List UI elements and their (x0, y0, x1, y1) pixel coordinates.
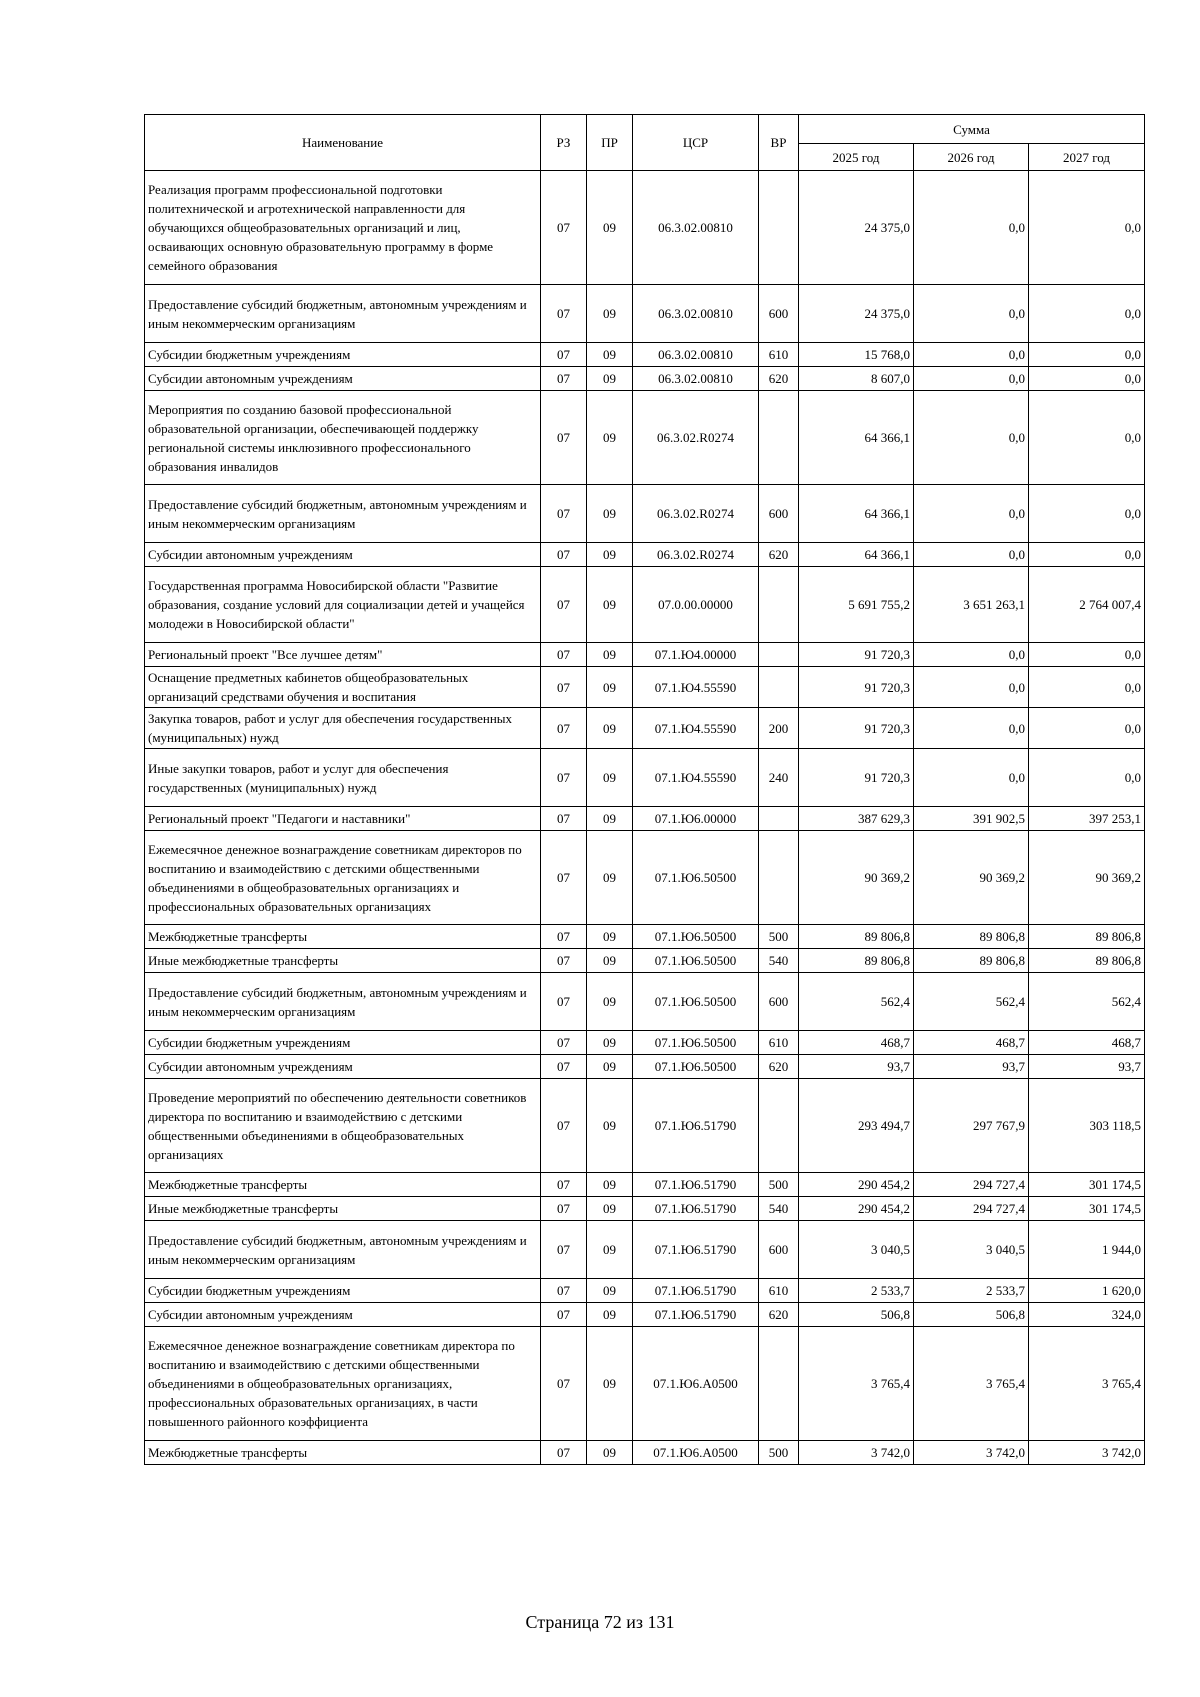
header-rz: РЗ (541, 115, 587, 171)
table-row (145, 643, 1145, 667)
row-sum-2026: 0,0 (914, 708, 1029, 749)
table-row (145, 1197, 1145, 1221)
row-sum-2027: 2 764 007,4 (1029, 567, 1145, 643)
row-sum-2025: 3 040,5 (799, 1221, 914, 1279)
header-pr: ПР (587, 115, 633, 171)
row-vr: 540 (759, 1197, 799, 1221)
row-sum-2025: 290 454,2 (799, 1173, 914, 1197)
row-sum-2026: 0,0 (914, 667, 1029, 708)
row-pr: 09 (587, 485, 633, 543)
table-row (145, 171, 1145, 285)
row-rz: 07 (541, 1031, 587, 1055)
table-row (145, 285, 1145, 343)
table-row (145, 749, 1145, 807)
row-csr: 06.3.02.R0274 (633, 543, 759, 567)
row-sum-2026: 93,7 (914, 1055, 1029, 1079)
row-vr: 240 (759, 749, 799, 807)
row-name: Предоставление субсидий бюджетным, автономным учреждениям и иным некоммерческим организациям (145, 973, 541, 1031)
row-sum-2027: 3 765,4 (1029, 1327, 1145, 1441)
row-sum-2026: 3 742,0 (914, 1441, 1029, 1465)
row-rz: 07 (541, 1055, 587, 1079)
row-pr: 09 (587, 343, 633, 367)
table-row (145, 543, 1145, 567)
row-sum-2026: 294 727,4 (914, 1173, 1029, 1197)
table-row (145, 1279, 1145, 1303)
row-pr: 09 (587, 949, 633, 973)
row-rz: 07 (541, 567, 587, 643)
row-rz: 07 (541, 171, 587, 285)
row-sum-2026: 506,8 (914, 1303, 1029, 1327)
row-sum-2026: 0,0 (914, 643, 1029, 667)
row-sum-2027: 0,0 (1029, 543, 1145, 567)
row-sum-2025: 293 494,7 (799, 1079, 914, 1173)
row-csr: 07.1.Ю6.51790 (633, 1279, 759, 1303)
header-year-2026: 2026 год (914, 144, 1029, 171)
row-csr: 07.1.Ю4.00000 (633, 643, 759, 667)
row-sum-2027: 89 806,8 (1029, 925, 1145, 949)
row-vr: 600 (759, 485, 799, 543)
row-pr: 09 (587, 1441, 633, 1465)
row-name: Субсидии бюджетным учреждениям (145, 1279, 541, 1303)
row-sum-2026: 0,0 (914, 285, 1029, 343)
row-sum-2025: 290 454,2 (799, 1197, 914, 1221)
row-pr: 09 (587, 1279, 633, 1303)
row-pr: 09 (587, 831, 633, 925)
row-csr: 06.3.02.00810 (633, 343, 759, 367)
row-name: Ежемесячное денежное вознаграждение советникам директора по воспитанию и взаимодействию с детскими общественными объединениями в общеобразовательных организациях, профессиональных образовательных организациях, в части повышенного районного коэффициента (145, 1327, 541, 1441)
row-sum-2027: 0,0 (1029, 708, 1145, 749)
header-name: Наименование (145, 115, 541, 171)
row-sum-2026: 0,0 (914, 367, 1029, 391)
row-rz: 07 (541, 343, 587, 367)
row-csr: 07.1.Ю6.50500 (633, 925, 759, 949)
row-name: Субсидии бюджетным учреждениям (145, 1031, 541, 1055)
row-sum-2025: 24 375,0 (799, 171, 914, 285)
row-pr: 09 (587, 391, 633, 485)
row-sum-2027: 0,0 (1029, 343, 1145, 367)
row-pr: 09 (587, 1327, 633, 1441)
row-csr: 07.1.Ю6.00000 (633, 807, 759, 831)
row-pr: 09 (587, 1173, 633, 1197)
row-sum-2025: 89 806,8 (799, 925, 914, 949)
table-row (145, 367, 1145, 391)
row-sum-2027: 1 944,0 (1029, 1221, 1145, 1279)
row-csr: 07.1.Ю6.51790 (633, 1173, 759, 1197)
row-sum-2025: 2 533,7 (799, 1279, 914, 1303)
row-vr (759, 1327, 799, 1441)
row-vr (759, 831, 799, 925)
row-rz: 07 (541, 1197, 587, 1221)
row-sum-2025: 64 366,1 (799, 391, 914, 485)
row-csr: 07.1.Ю6.50500 (633, 973, 759, 1031)
row-name: Предоставление субсидий бюджетным, автономным учреждениям и иным некоммерческим организациям (145, 485, 541, 543)
row-sum-2025: 3 765,4 (799, 1327, 914, 1441)
row-rz: 07 (541, 1173, 587, 1197)
table-row (145, 1221, 1145, 1279)
row-sum-2027: 0,0 (1029, 643, 1145, 667)
row-rz: 07 (541, 708, 587, 749)
row-vr: 610 (759, 343, 799, 367)
row-rz: 07 (541, 485, 587, 543)
row-vr: 500 (759, 925, 799, 949)
row-sum-2025: 89 806,8 (799, 949, 914, 973)
row-name: Предоставление субсидий бюджетным, автономным учреждениям и иным некоммерческим организациям (145, 285, 541, 343)
table-row (145, 1327, 1145, 1441)
row-vr (759, 391, 799, 485)
table-row (145, 567, 1145, 643)
row-csr: 06.3.02.00810 (633, 285, 759, 343)
row-vr (759, 807, 799, 831)
budget-sheet (144, 114, 1144, 1465)
row-vr (759, 667, 799, 708)
row-rz: 07 (541, 1441, 587, 1465)
row-sum-2026: 391 902,5 (914, 807, 1029, 831)
table-row (145, 807, 1145, 831)
table-row (145, 485, 1145, 543)
row-name: Иные межбюджетные трансферты (145, 1197, 541, 1221)
row-name: Межбюджетные трансферты (145, 1441, 541, 1465)
row-csr: 06.3.02.R0274 (633, 391, 759, 485)
row-pr: 09 (587, 543, 633, 567)
row-name: Иные закупки товаров, работ и услуг для обеспечения государственных (муниципальных) нужд (145, 749, 541, 807)
row-sum-2027: 324,0 (1029, 1303, 1145, 1327)
row-csr: 07.1.Ю6.51790 (633, 1079, 759, 1173)
table-row (145, 1441, 1145, 1465)
row-sum-2026: 89 806,8 (914, 925, 1029, 949)
row-sum-2027: 0,0 (1029, 391, 1145, 485)
row-sum-2025: 90 369,2 (799, 831, 914, 925)
table-header-row (145, 115, 1145, 144)
row-sum-2026: 3 040,5 (914, 1221, 1029, 1279)
row-vr (759, 567, 799, 643)
row-vr: 600 (759, 1221, 799, 1279)
row-csr: 07.1.Ю4.55590 (633, 708, 759, 749)
row-sum-2025: 468,7 (799, 1031, 914, 1055)
row-rz: 07 (541, 749, 587, 807)
row-pr: 09 (587, 1221, 633, 1279)
row-pr: 09 (587, 667, 633, 708)
row-sum-2027: 0,0 (1029, 171, 1145, 285)
row-sum-2026: 294 727,4 (914, 1197, 1029, 1221)
row-pr: 09 (587, 807, 633, 831)
table-row (145, 973, 1145, 1031)
row-name: Закупка товаров, работ и услуг для обеспечения государственных (муниципальных) нужд (145, 708, 541, 749)
row-vr: 600 (759, 973, 799, 1031)
row-sum-2027: 562,4 (1029, 973, 1145, 1031)
row-vr: 610 (759, 1031, 799, 1055)
table-row (145, 708, 1145, 749)
row-rz: 07 (541, 973, 587, 1031)
row-rz: 07 (541, 925, 587, 949)
row-sum-2025: 3 742,0 (799, 1441, 914, 1465)
row-sum-2026: 562,4 (914, 973, 1029, 1031)
row-rz: 07 (541, 807, 587, 831)
row-pr: 09 (587, 367, 633, 391)
row-sum-2026: 3 765,4 (914, 1327, 1029, 1441)
row-sum-2027: 89 806,8 (1029, 949, 1145, 973)
row-name: Реализация программ профессиональной подготовки политехнической и агротехнической направленности для обучающихся общеобразовательных организаций и лиц, осваивающих основную образовательную программу в форме семейного образования (145, 171, 541, 285)
row-rz: 07 (541, 667, 587, 708)
row-csr: 07.0.00.00000 (633, 567, 759, 643)
row-rz: 07 (541, 1221, 587, 1279)
row-sum-2027: 93,7 (1029, 1055, 1145, 1079)
row-sum-2026: 297 767,9 (914, 1079, 1029, 1173)
row-sum-2025: 91 720,3 (799, 667, 914, 708)
row-sum-2025: 64 366,1 (799, 485, 914, 543)
row-pr: 09 (587, 973, 633, 1031)
row-name: Ежемесячное денежное вознаграждение советникам директоров по воспитанию и взаимодействию с детскими общественными объединениями в общеобразовательных организациях и профессиональных образовательных организациях (145, 831, 541, 925)
row-vr: 200 (759, 708, 799, 749)
row-rz: 07 (541, 1303, 587, 1327)
row-sum-2025: 91 720,3 (799, 749, 914, 807)
page-number: Страница 72 из 131 (525, 1612, 675, 1632)
row-pr: 09 (587, 643, 633, 667)
row-sum-2025: 91 720,3 (799, 708, 914, 749)
row-rz: 07 (541, 643, 587, 667)
row-csr: 07.1.Ю6.50500 (633, 831, 759, 925)
table-row (145, 925, 1145, 949)
row-csr: 07.1.Ю4.55590 (633, 667, 759, 708)
row-name: Иные межбюджетные трансферты (145, 949, 541, 973)
row-vr: 610 (759, 1279, 799, 1303)
row-pr: 09 (587, 925, 633, 949)
row-sum-2027: 303 118,5 (1029, 1079, 1145, 1173)
row-name: Субсидии автономным учреждениям (145, 367, 541, 391)
row-sum-2026: 90 369,2 (914, 831, 1029, 925)
row-sum-2027: 301 174,5 (1029, 1197, 1145, 1221)
row-pr: 09 (587, 749, 633, 807)
row-name: Межбюджетные трансферты (145, 925, 541, 949)
row-vr (759, 171, 799, 285)
header-vr: ВР (759, 115, 799, 171)
row-name: Субсидии автономным учреждениям (145, 1303, 541, 1327)
row-sum-2027: 90 369,2 (1029, 831, 1145, 925)
row-csr: 07.1.Ю6.50500 (633, 1031, 759, 1055)
row-rz: 07 (541, 367, 587, 391)
row-pr: 09 (587, 1055, 633, 1079)
row-sum-2027: 0,0 (1029, 367, 1145, 391)
row-csr: 07.1.Ю6.А0500 (633, 1441, 759, 1465)
table-row (145, 667, 1145, 708)
row-rz: 07 (541, 285, 587, 343)
table-row (145, 1031, 1145, 1055)
row-rz: 07 (541, 1327, 587, 1441)
row-vr: 540 (759, 949, 799, 973)
row-sum-2025: 387 629,3 (799, 807, 914, 831)
table-row (145, 831, 1145, 925)
row-vr (759, 643, 799, 667)
row-name: Региональный проект "Все лучшее детям" (145, 643, 541, 667)
table-row (145, 1303, 1145, 1327)
row-sum-2025: 5 691 755,2 (799, 567, 914, 643)
row-name: Мероприятия по созданию базовой профессиональной образовательной организации, обеспечивающей поддержку региональной системы инклюзивного профессионального образования инвалидов (145, 391, 541, 485)
row-pr: 09 (587, 1303, 633, 1327)
row-csr: 07.1.Ю6.51790 (633, 1197, 759, 1221)
row-sum-2027: 301 174,5 (1029, 1173, 1145, 1197)
row-sum-2026: 0,0 (914, 749, 1029, 807)
row-sum-2026: 0,0 (914, 391, 1029, 485)
row-csr: 07.1.Ю6.50500 (633, 1055, 759, 1079)
header-sum: Сумма (799, 115, 1145, 144)
row-name: Проведение мероприятий по обеспечению деятельности советников директора по воспитанию и взаимодействию с детскими общественными объединениями в общеобразовательных организациях (145, 1079, 541, 1173)
row-sum-2027: 0,0 (1029, 485, 1145, 543)
row-vr: 620 (759, 543, 799, 567)
header-year-2025: 2025 год (799, 144, 914, 171)
row-name: Государственная программа Новосибирской области "Развитие образования, создание условий для социализации детей и учащейся молодежи в Новосибирской области" (145, 567, 541, 643)
row-pr: 09 (587, 1197, 633, 1221)
row-sum-2025: 64 366,1 (799, 543, 914, 567)
row-vr (759, 1079, 799, 1173)
row-sum-2025: 91 720,3 (799, 643, 914, 667)
row-vr: 500 (759, 1173, 799, 1197)
table-row (145, 1079, 1145, 1173)
row-csr: 06.3.02.00810 (633, 367, 759, 391)
row-sum-2027: 468,7 (1029, 1031, 1145, 1055)
row-sum-2027: 397 253,1 (1029, 807, 1145, 831)
row-name: Региональный проект "Педагоги и наставники" (145, 807, 541, 831)
row-vr: 620 (759, 367, 799, 391)
row-pr: 09 (587, 171, 633, 285)
row-sum-2025: 506,8 (799, 1303, 914, 1327)
table-row (145, 391, 1145, 485)
row-name: Субсидии автономным учреждениям (145, 543, 541, 567)
row-sum-2027: 0,0 (1029, 749, 1145, 807)
row-name: Оснащение предметных кабинетов общеобразовательных организаций средствами обучения и воспитания (145, 667, 541, 708)
table-row (145, 1055, 1145, 1079)
row-sum-2026: 0,0 (914, 543, 1029, 567)
row-vr: 500 (759, 1441, 799, 1465)
header-csr: ЦСР (633, 115, 759, 171)
table-row (145, 949, 1145, 973)
row-pr: 09 (587, 1031, 633, 1055)
table-body (145, 171, 1145, 1465)
row-sum-2026: 0,0 (914, 171, 1029, 285)
row-csr: 07.1.Ю4.55590 (633, 749, 759, 807)
row-vr: 600 (759, 285, 799, 343)
row-sum-2025: 562,4 (799, 973, 914, 1031)
row-name: Предоставление субсидий бюджетным, автономным учреждениям и иным некоммерческим организациям (145, 1221, 541, 1279)
row-sum-2026: 89 806,8 (914, 949, 1029, 973)
row-csr: 06.3.02.00810 (633, 171, 759, 285)
table-row (145, 343, 1145, 367)
row-csr: 07.1.Ю6.51790 (633, 1221, 759, 1279)
row-sum-2025: 93,7 (799, 1055, 914, 1079)
row-name: Субсидии бюджетным учреждениям (145, 343, 541, 367)
table-row (145, 1173, 1145, 1197)
row-rz: 07 (541, 949, 587, 973)
budget-table (144, 114, 1145, 1465)
row-sum-2027: 3 742,0 (1029, 1441, 1145, 1465)
row-csr: 07.1.Ю6.А0500 (633, 1327, 759, 1441)
row-sum-2026: 468,7 (914, 1031, 1029, 1055)
row-rz: 07 (541, 391, 587, 485)
row-sum-2027: 1 620,0 (1029, 1279, 1145, 1303)
header-year-2027: 2027 год (1029, 144, 1145, 171)
row-csr: 06.3.02.R0274 (633, 485, 759, 543)
row-sum-2025: 8 607,0 (799, 367, 914, 391)
row-pr: 09 (587, 285, 633, 343)
row-sum-2025: 15 768,0 (799, 343, 914, 367)
row-pr: 09 (587, 708, 633, 749)
row-sum-2026: 0,0 (914, 343, 1029, 367)
row-csr: 07.1.Ю6.50500 (633, 949, 759, 973)
row-sum-2026: 2 533,7 (914, 1279, 1029, 1303)
row-rz: 07 (541, 831, 587, 925)
row-rz: 07 (541, 543, 587, 567)
row-sum-2027: 0,0 (1029, 667, 1145, 708)
row-sum-2025: 24 375,0 (799, 285, 914, 343)
row-name: Межбюджетные трансферты (145, 1173, 541, 1197)
row-rz: 07 (541, 1279, 587, 1303)
row-pr: 09 (587, 567, 633, 643)
row-vr: 620 (759, 1055, 799, 1079)
row-sum-2026: 0,0 (914, 485, 1029, 543)
row-rz: 07 (541, 1079, 587, 1173)
row-sum-2027: 0,0 (1029, 285, 1145, 343)
row-sum-2026: 3 651 263,1 (914, 567, 1029, 643)
row-pr: 09 (587, 1079, 633, 1173)
row-name: Субсидии автономным учреждениям (145, 1055, 541, 1079)
row-csr: 07.1.Ю6.51790 (633, 1303, 759, 1327)
row-vr: 620 (759, 1303, 799, 1327)
